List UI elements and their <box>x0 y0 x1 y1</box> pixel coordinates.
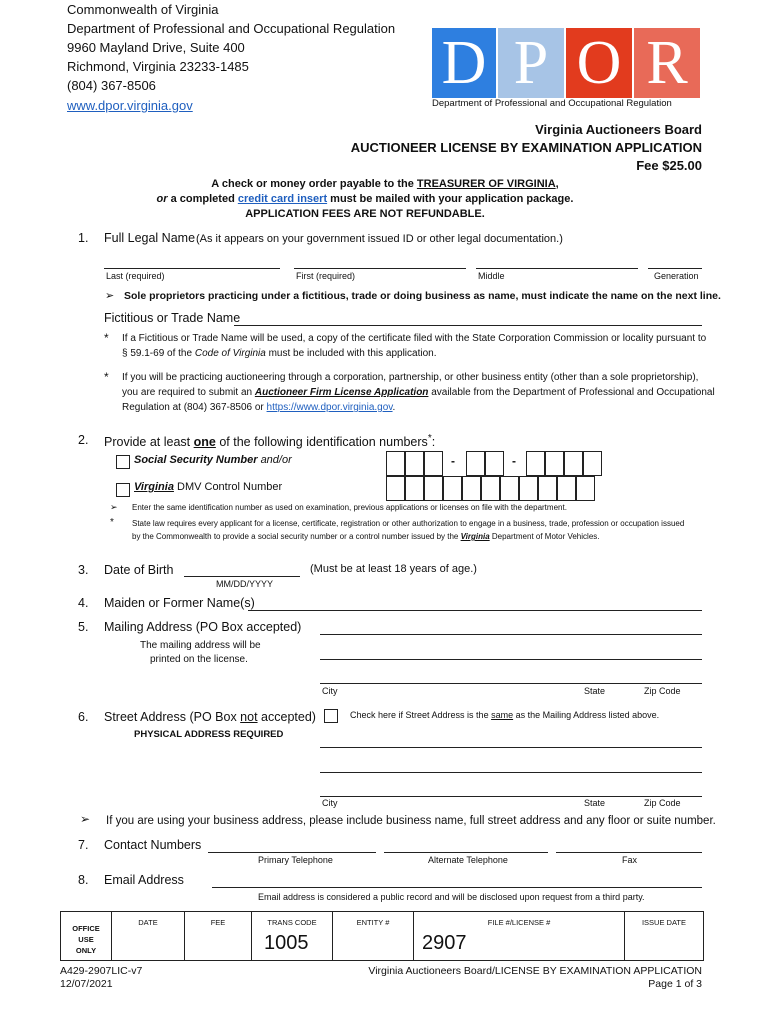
check-text: Check here if Street Address is the <box>350 710 492 720</box>
notice-text: must be mailed with your application package. <box>327 193 574 205</box>
agency-line-2: Department of Professional and Occupational Regulation <box>67 21 396 36</box>
asterisk-bullet-icon: * <box>104 331 109 345</box>
notice-text: , <box>555 178 559 190</box>
arrow-bullet-icon: ➢ <box>80 812 91 826</box>
q8-number: 8. <box>78 873 89 887</box>
issue-date-cell <box>625 912 703 960</box>
street-state-label: State <box>584 798 606 808</box>
ssn-digit[interactable] <box>485 451 504 476</box>
arrow-bullet-icon: ➢ <box>110 502 118 512</box>
dmv-digit[interactable] <box>462 476 481 501</box>
q2-note-2-line-1: State law requires every applicant for a license, certificate, registration or other authorization to engage in a business, trade, profession or occupation issued <box>132 519 685 528</box>
code-of-virginia-text: Code of Virginia <box>194 348 266 359</box>
dmv-digit-boxes[interactable] <box>386 476 606 501</box>
q6-label-text: Street Address (PO Box <box>104 710 241 724</box>
firm-license-application-link[interactable]: Auctioneer Firm License Application <box>254 387 429 398</box>
former-name-field[interactable] <box>248 610 702 611</box>
check-same-text: same <box>491 710 514 720</box>
bullet-text: must be included with this application. <box>265 348 437 359</box>
q2-note-2-line-2 <box>132 532 599 541</box>
business-address-note: If you are using your business address, please include business name, full street address and any floor or suite number. <box>106 815 716 827</box>
last-name-field[interactable] <box>104 268 280 269</box>
entity-col-header: ENTITY # <box>356 918 390 927</box>
logo-letter-d: D <box>432 28 496 98</box>
fee-amount: Fee $25.00 <box>636 158 702 173</box>
mailing-state-label: State <box>584 686 606 696</box>
ssn-digit[interactable] <box>583 451 602 476</box>
agency-line-5: (804) 367-8506 <box>67 78 156 93</box>
ssn-digit[interactable] <box>405 451 424 476</box>
fictitious-label: Fictitious or Trade Name <box>104 311 241 325</box>
ssn-digit[interactable] <box>424 451 443 476</box>
date-col-header: DATE <box>138 918 158 927</box>
dmv-digit[interactable] <box>424 476 443 501</box>
street-address-line-2[interactable] <box>320 772 702 773</box>
logo-letter-r: R <box>634 28 700 98</box>
file-license-value: 2907 <box>422 932 467 954</box>
website-link[interactable]: www.dpor.virginia.gov <box>67 98 193 113</box>
check-text: as the Mailing Address listed above. <box>513 710 660 720</box>
entity-cell <box>333 912 414 960</box>
note-text: Department of Motor Vehicles. <box>489 532 600 541</box>
ssn-digit-boxes[interactable] <box>386 451 606 476</box>
fee-cell <box>185 912 252 960</box>
agency-line-1: Commonwealth of Virginia <box>67 2 219 17</box>
q5-number: 5. <box>78 620 89 634</box>
ssn-digit[interactable] <box>526 451 545 476</box>
dmv-digit[interactable] <box>405 476 424 501</box>
sole-proprietor-note: Sole proprietors practicing under a fictitious, trade or doing business as name, must indicate the name on the next line. <box>124 290 721 302</box>
primary-telephone-field[interactable] <box>208 852 376 853</box>
street-city-state-zip-line[interactable] <box>320 796 702 797</box>
footer-title: Virginia Auctioneers Board/LICENSE BY EXAMINATION APPLICATION <box>368 965 702 977</box>
virginia-text: Virginia <box>460 532 490 541</box>
generation-label: Generation <box>654 271 699 281</box>
form-date: 12/07/2021 <box>60 978 113 990</box>
dmv-label <box>134 481 282 493</box>
note-text: by the Commonwealth to provide a social security number or a control number issued by the <box>132 532 461 541</box>
fictitious-bullet-line-1: If a Fictitious or Trade Name will be used, a copy of the certificate filed with the State Corporation Commission or locality pursuant to <box>122 333 707 344</box>
bullet-text: available from the Department of Professional and Occupational <box>428 387 715 398</box>
q5-label: Mailing Address (PO Box accepted) <box>104 620 302 634</box>
first-name-field[interactable] <box>294 268 466 269</box>
primary-telephone-label: Primary Telephone <box>258 855 333 865</box>
page-number: Page 1 of 3 <box>648 978 702 990</box>
office-label-line: ONLY <box>75 946 97 955</box>
email-address-field[interactable] <box>212 887 702 888</box>
notice-text: A check or money order payable to the <box>211 178 417 190</box>
q1-label: Full Legal Name <box>104 231 196 245</box>
dmv-digit[interactable] <box>519 476 538 501</box>
date-of-birth-field[interactable] <box>184 576 300 577</box>
last-name-label: Last (required) <box>106 271 165 281</box>
dmv-checkbox[interactable] <box>116 483 130 497</box>
generation-field[interactable] <box>648 268 702 269</box>
dpor-url-link[interactable]: https://www.dpor.virginia.gov <box>266 402 393 413</box>
arrow-bullet-icon: ➢ <box>105 290 115 302</box>
office-use-table <box>60 911 704 961</box>
trans-code-value: 1005 <box>264 932 309 954</box>
q8-label: Email Address <box>104 873 184 887</box>
mailing-city-state-zip-line[interactable] <box>320 683 702 684</box>
mailing-address-line-2[interactable] <box>320 659 702 660</box>
dmv-digit[interactable] <box>386 476 405 501</box>
q7-number: 7. <box>78 838 89 852</box>
q2-number: 2. <box>78 433 89 447</box>
same-as-mailing-label <box>350 710 659 720</box>
fax-label: Fax <box>622 855 638 865</box>
q7-label: Contact Numbers <box>104 838 202 852</box>
q1-note: (As it appears on your government issued ID or other legal documentation.) <box>196 233 563 245</box>
middle-name-label: Middle <box>478 271 505 281</box>
notice-line-1 <box>0 177 770 192</box>
mailing-zip-label: Zip Code <box>644 686 681 696</box>
fictitious-bullet-line-2 <box>122 348 436 359</box>
email-public-record-note: Email address is considered a public record and will be disclosed upon request from a third party. <box>258 892 645 902</box>
first-name-label: First (required) <box>296 271 356 281</box>
physical-address-required: PHYSICAL ADDRESS REQUIRED <box>134 729 284 740</box>
q2-asterisk: * <box>427 433 432 444</box>
treasurer-text: TREASURER OF VIRGINIA <box>416 178 556 190</box>
street-address-line-1[interactable] <box>320 747 702 748</box>
office-label-line: USE <box>78 935 94 944</box>
fax-field[interactable] <box>556 852 702 853</box>
dmv-digit[interactable] <box>557 476 576 501</box>
logo-subtitle: Department of Professional and Occupational Regulation <box>432 98 672 109</box>
q3-note: (Must be at least 18 years of age.) <box>310 563 477 575</box>
file-license-cell <box>414 912 625 960</box>
q2-one-text: one <box>193 435 216 450</box>
entity-bullet-line-1: If you will be practicing auctioneering through a corporation, partnership, or other business entity (other than a sole proprietorship), <box>122 372 699 383</box>
q3-number: 3. <box>78 563 89 577</box>
notice-text: a completed <box>167 193 238 205</box>
credit-card-insert-link[interactable]: credit card insert <box>237 193 328 205</box>
mailing-city-label: City <box>322 686 338 696</box>
q1-number: 1. <box>78 231 89 245</box>
logo-letter-p: P <box>498 28 564 98</box>
q6-label <box>104 710 316 724</box>
q2-colon: : <box>431 435 436 450</box>
q4-label: Maiden or Former Name(s) <box>104 596 255 610</box>
q6-not-text: not <box>240 710 258 724</box>
ssn-checkbox[interactable] <box>116 455 130 469</box>
dmv-digit[interactable] <box>443 476 462 501</box>
office-use-label-cell <box>61 912 112 960</box>
logo-letter-o: O <box>566 28 632 98</box>
bullet-text: you are required to submit an <box>122 387 255 398</box>
dmv-text: DMV Control Number <box>173 481 283 493</box>
ssn-text: Social Security Number <box>134 454 258 466</box>
ssn-digit[interactable] <box>386 451 405 476</box>
ssn-digit[interactable] <box>545 451 564 476</box>
form-title: AUCTIONEER LICENSE BY EXAMINATION APPLICATION <box>350 140 702 155</box>
entity-bullet-line-3 <box>122 402 395 413</box>
q2-label-text: of the following identification numbers <box>215 435 428 450</box>
dmv-digit[interactable] <box>481 476 500 501</box>
date-cell <box>112 912 185 960</box>
ssn-dash: - <box>512 454 516 468</box>
fictitious-name-field[interactable] <box>234 325 702 326</box>
dmv-digit[interactable] <box>538 476 557 501</box>
mailing-address-line-1[interactable] <box>320 634 702 635</box>
bullet-text: . <box>392 402 396 413</box>
office-label-line: OFFICE <box>72 924 100 933</box>
ssn-and-text: and/or <box>260 454 292 466</box>
alternate-telephone-label: Alternate Telephone <box>428 855 508 865</box>
asterisk-bullet-icon: * <box>110 517 114 528</box>
notice-line-2 <box>0 192 770 207</box>
dmv-digit[interactable] <box>500 476 519 501</box>
entity-bullet-line-2 <box>122 387 715 398</box>
file-license-col-header: FILE #/LICENSE # <box>487 918 551 927</box>
ssn-digit[interactable] <box>564 451 583 476</box>
q6-label-text: accepted) <box>257 710 316 724</box>
street-city-label: City <box>322 798 338 808</box>
q6-number: 6. <box>78 710 89 724</box>
middle-name-field[interactable] <box>476 268 638 269</box>
dob-format-label: MM/DD/YYYY <box>216 579 274 589</box>
agency-line-4: Richmond, Virginia 23233-1485 <box>67 59 249 74</box>
agency-line-3: 9960 Mayland Drive, Suite 400 <box>67 40 245 55</box>
ssn-label <box>134 454 292 466</box>
alternate-telephone-field[interactable] <box>384 852 548 853</box>
q2-label <box>104 433 435 449</box>
q4-number: 4. <box>78 596 89 610</box>
q3-label: Date of Birth <box>104 563 174 577</box>
ssn-dash: - <box>451 454 455 468</box>
issue-date-col-header: ISSUE DATE <box>641 918 687 927</box>
trans-code-col-header: TRANS CODE <box>267 918 317 927</box>
payment-notice <box>0 177 770 222</box>
board-name: Virginia Auctioneers Board <box>535 122 702 137</box>
form-id: A429-2907LIC-v7 <box>60 965 143 977</box>
q2-note-1: Enter the same identification number as used on examination, previous applications or licenses on file with the department. <box>132 503 567 512</box>
bullet-text: Regulation at (804) 367-8506 or <box>122 402 267 413</box>
ssn-digit[interactable] <box>466 451 485 476</box>
q2-label-text: Provide at least <box>104 435 194 450</box>
notice-line-3: APPLICATION FEES ARE NOT REFUNDABLE. <box>245 208 485 220</box>
q5-note-line-1: The mailing address will be <box>140 640 261 651</box>
dmv-digit[interactable] <box>576 476 595 501</box>
fee-col-header: FEE <box>210 918 226 927</box>
same-as-mailing-checkbox[interactable] <box>324 709 338 723</box>
asterisk-bullet-icon: * <box>104 370 109 384</box>
virginia-text: Virginia <box>134 481 174 493</box>
street-zip-label: Zip Code <box>644 798 681 808</box>
q5-note-line-2: printed on the license. <box>150 654 248 665</box>
notice-text: or <box>156 193 168 205</box>
trans-code-cell <box>252 912 333 960</box>
bullet-text: § 59.1-69 of the <box>122 348 195 359</box>
